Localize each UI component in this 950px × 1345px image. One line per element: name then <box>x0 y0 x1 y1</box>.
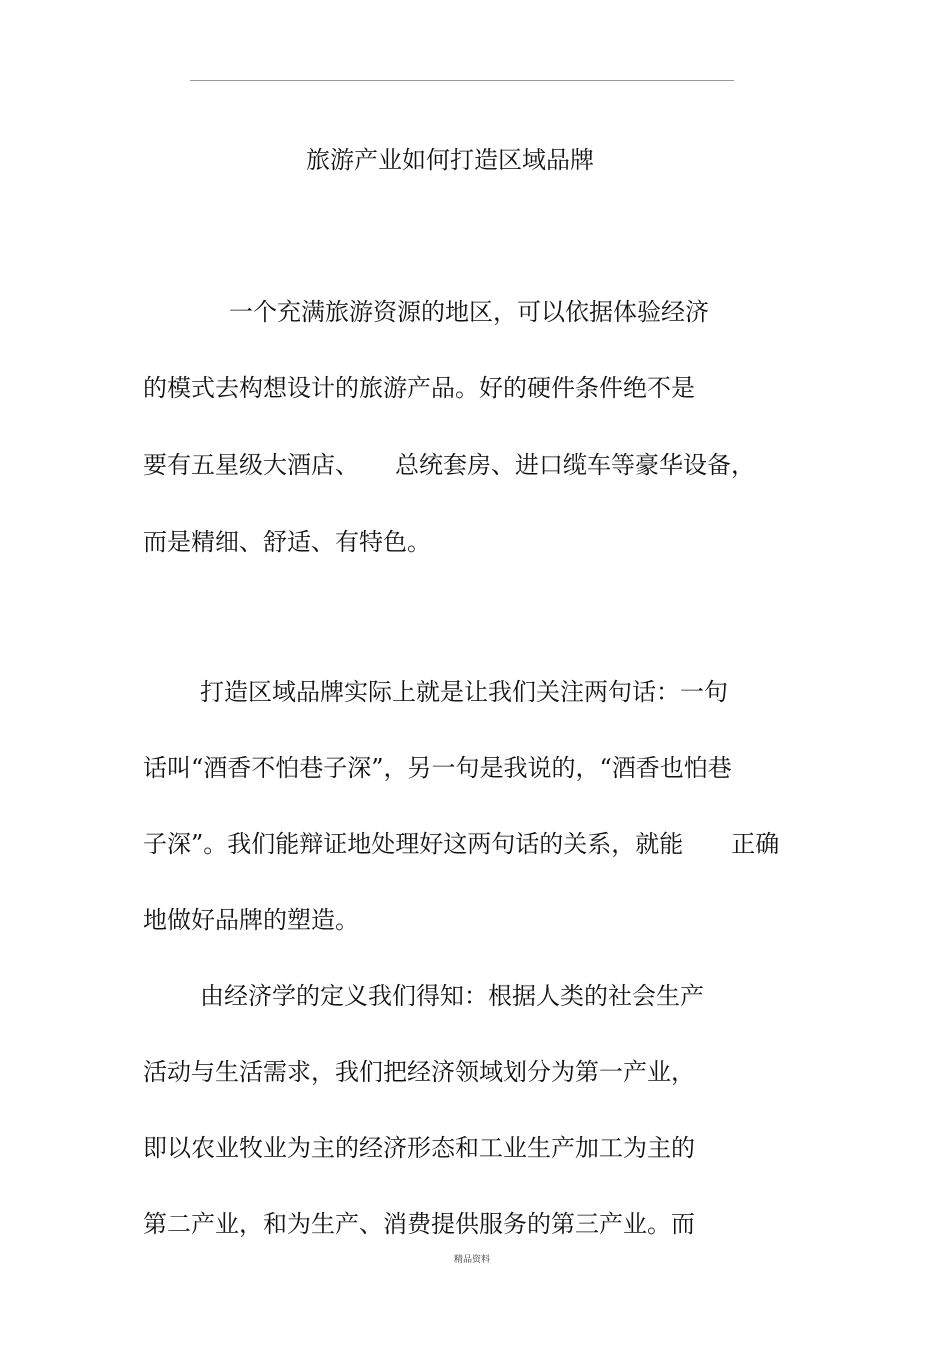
paragraph-2-line-2: 话叫“酒香不怕巷子深”，另一句是我说的，“酒香也怕巷 <box>143 754 732 782</box>
header-rule <box>190 80 734 81</box>
paragraph-3-line-3: 即以农业牧业为主的经济形态和工业生产加工为主的 <box>143 1134 695 1162</box>
paragraph-1-line-2: 的模式去构想设计的旅游产品。好的硬件条件绝不是 <box>143 374 695 402</box>
page-footer: 精品资料 <box>453 1255 490 1265</box>
paragraph-2-line-1: 打造区域品牌实际上就是让我们关注两句话：一句 <box>200 678 728 706</box>
paragraph-3-line-2: 活动与生活需求，我们把经济领域划分为第一产业， <box>143 1058 695 1086</box>
paragraph-1-line-1: 一个充满旅游资源的地区，可以依据体验经济 <box>229 298 709 326</box>
paragraph-1-line-4: 而是精细、舒适、有特色。 <box>143 528 431 556</box>
paragraph-2-line-4: 地做好品牌的塑造。 <box>143 906 359 934</box>
document-title: 旅游产业如何打造区域品牌 <box>306 146 594 174</box>
paragraph-1-line-3: 要有五星级大酒店、 总统套房、进口缆车等豪华设备， <box>143 451 755 479</box>
paragraph-3-line-4: 第二产业，和为生产、消费提供服务的第三产业。而 <box>143 1210 695 1238</box>
paragraph-2-line-3: 子深”。我们能辩证地处理好这两句话的关系，就能 正确 <box>143 830 780 858</box>
paragraph-3-line-1: 由经济学的定义我们得知：根据人类的社会生产 <box>200 982 704 1010</box>
